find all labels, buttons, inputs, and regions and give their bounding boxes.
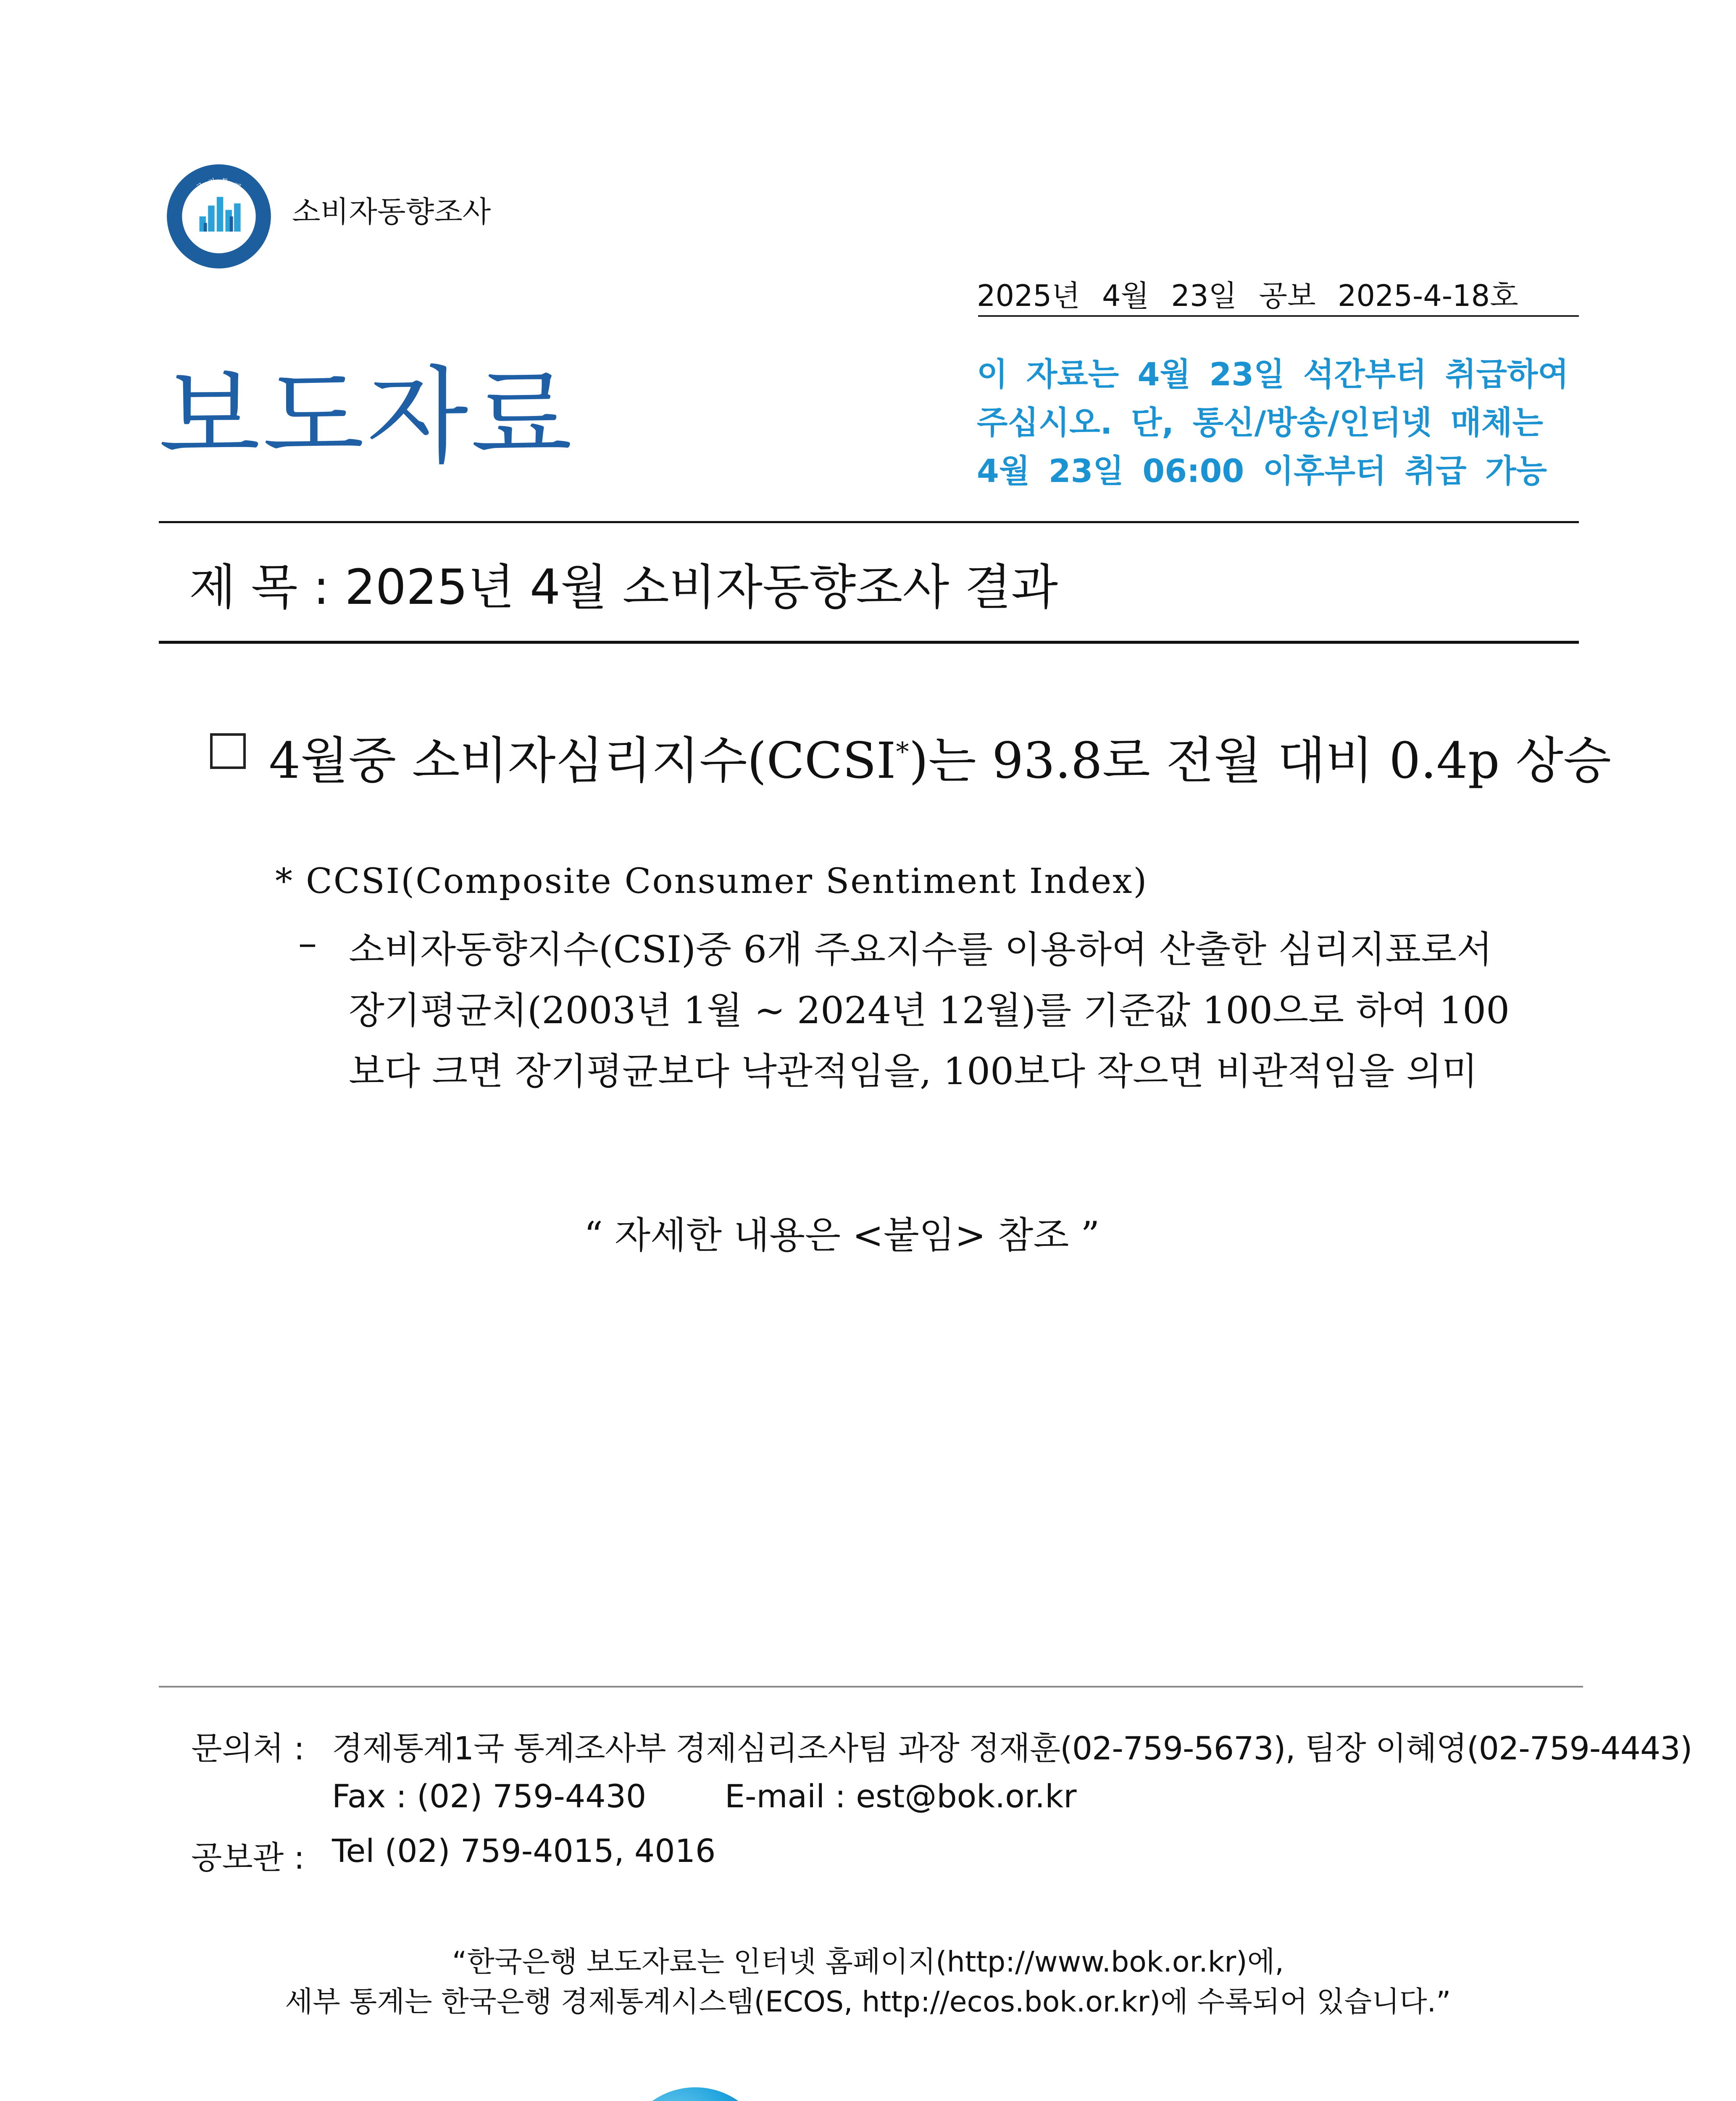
checkbox-bullet-icon bbox=[210, 733, 246, 769]
contact-text: 경제통계1국 통계조사부 경제심리조사팀 과장 정재훈(02-759-5673), 팀장 이혜영(02-759-4443) bbox=[332, 1730, 1692, 1767]
fax-number: Fax : (02) 759-4430 bbox=[332, 1777, 647, 1815]
email-address: E-mail : est@bok.or.kr bbox=[725, 1777, 1077, 1815]
seal-ring-text: NATIONAL STATISTICS bbox=[186, 229, 252, 253]
footnote-marker: * bbox=[896, 736, 909, 767]
divider bbox=[159, 641, 1579, 644]
detail-reference: “ 자세한 내용은 <붙임> 참조 ” bbox=[584, 1214, 1100, 1257]
national-statistics-seal bbox=[165, 162, 273, 271]
seal-top-text: 국 가 통 계 bbox=[195, 177, 243, 193]
footnote-line: 보다 크면 장기평균보다 낙관적임을, 100보다 작으면 비관적임을 의미 bbox=[349, 1050, 1478, 1093]
subject-title: 제 목 : 2025년 4월 소비자동향조사 결과 bbox=[189, 559, 1058, 616]
bank-of-korea-emblem-icon bbox=[618, 2084, 773, 2101]
survey-name-label: 소비자동향조사 bbox=[292, 195, 491, 229]
press-officer-label: 공보관 : bbox=[191, 1839, 305, 1876]
divider bbox=[159, 1686, 1583, 1688]
headline-text: )는 93.8로 전월 대비 0.4p 상승 bbox=[909, 732, 1611, 790]
website-notice: “한국은행 보도자료는 인터넷 홈페이지(http://www.bok.or.kr)에, bbox=[452, 1946, 1284, 1979]
footnote-line: 장기평균치(2003년 1월 ~ 2024년 12월)를 기준값 100으로 하여 100 bbox=[349, 989, 1510, 1032]
document-type-title: 보도자료 bbox=[159, 355, 575, 478]
divider bbox=[159, 521, 1579, 523]
footnote-line: 소비자동향지수(CSI)중 6개 주요지수를 이용하여 산출한 심리지표로서 bbox=[349, 928, 1493, 971]
embargo-line: 4월 23일 06:00 이후부터 취급 가능 bbox=[977, 452, 1547, 490]
embargo-line: 이 자료는 4월 23일 석간부터 취급하여 bbox=[977, 355, 1569, 393]
contact-label: 문의처 : bbox=[191, 1730, 305, 1767]
embargo-line: 주십시오. 단, 통신/방송/인터넷 매체는 bbox=[977, 404, 1543, 441]
footnote-definition: * CCSI(Composite Consumer Sentiment Index) bbox=[275, 861, 1148, 901]
dash-bullet: – bbox=[298, 921, 317, 964]
headline-text: 4월중 소비자심리지수(CCSI bbox=[269, 732, 896, 790]
bank-name-korean bbox=[817, 2090, 1155, 2101]
headline bbox=[269, 721, 1611, 792]
website-notice: 세부 통계는 한국은행 경제통계시스템(ECOS, http://ecos.bok.or.kr)에 수록되어 있습니다.” bbox=[285, 1985, 1451, 2019]
press-officer-phone: Tel (02) 759-4015, 4016 bbox=[332, 1832, 716, 1869]
issue-underline bbox=[978, 315, 1579, 317]
issue-info: 2025년 4월 23일 공보 2025-4-18호 bbox=[977, 279, 1518, 313]
